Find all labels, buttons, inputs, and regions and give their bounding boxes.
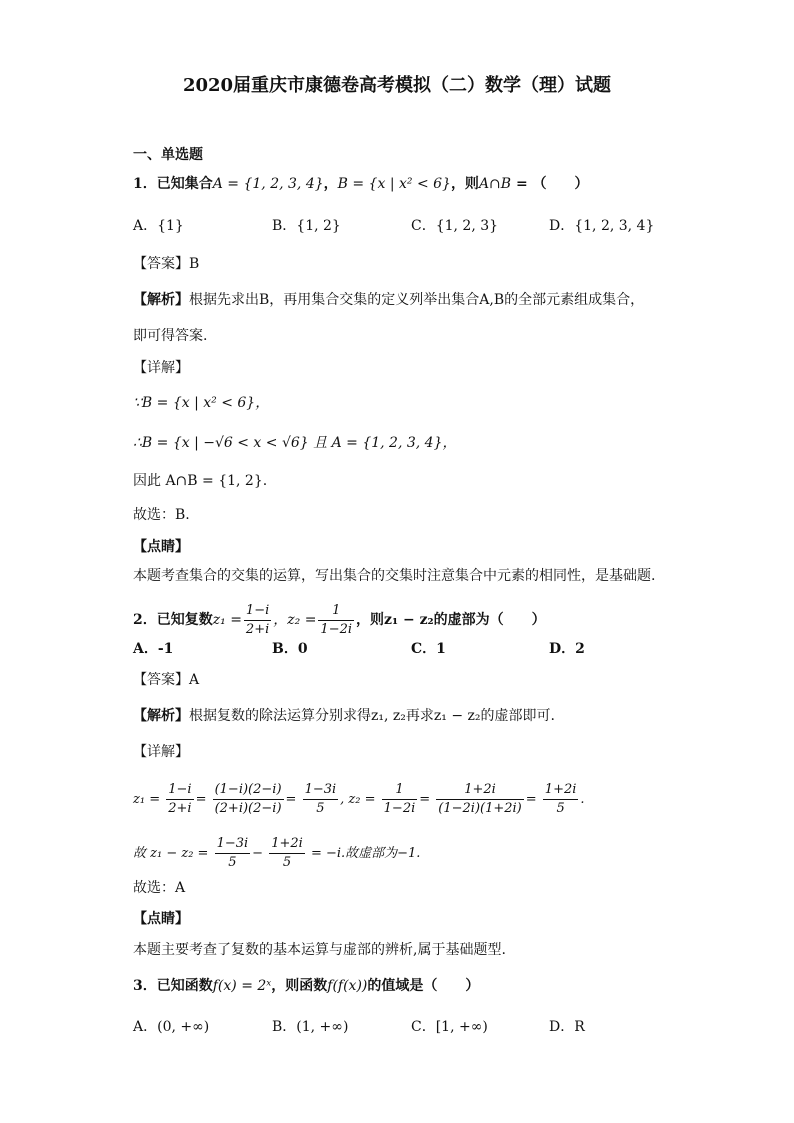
question-1-detail-line-2: ∴B = {x | −√6 < x < √6} 且 A = {1, 2, 3, 4}，: [133, 435, 457, 451]
question-1-detail-line-4: 故选：B.: [133, 507, 190, 523]
question-1-option-c: C．{1, 2, 3}: [411, 218, 499, 234]
question-2-option-d: D．2: [549, 641, 585, 657]
question-2-option-c: C．1: [411, 641, 446, 657]
question-2-comment-label: 【点睛】: [133, 911, 189, 927]
question-1-answer: 【答案】B: [133, 256, 200, 272]
question-1-detail-line-3: 因此 A∩B = {1, 2}.: [133, 473, 268, 489]
question-2-option-b: B．0: [272, 641, 308, 657]
z1-fraction: $\frac{1-i}{2+i}$: [245, 602, 270, 637]
z2-fraction: $\frac{1}{1-2i}$: [320, 602, 353, 637]
question-3-option-b: B．(1, +∞): [272, 1019, 349, 1035]
question-3-option-c: C．[1, +∞): [411, 1019, 488, 1035]
question-2-detail-label: 【详解】: [133, 744, 189, 760]
question-1-option-b: B．{1, 2}: [272, 218, 341, 234]
question-3-option-d: D．R: [549, 1019, 585, 1035]
question-2-detail-eq-1: z₁ = $\frac{1-i}{2+i}$ = $\frac{(1-i)(2-i)}{(2+i)(2-i)}$ = $\frac{1-3i}{5}$ , z₂ = $\frac{1}{1-2i}$ = $\frac{1+2i}{(1-2i)(1+2i)}$ = $\frac{1+2i}{5}$ .: [133, 782, 585, 816]
question-1-analysis-cont: 即可得答案.: [133, 328, 208, 344]
question-3-option-a: A．(0, +∞): [133, 1019, 210, 1035]
question-1-detail-label: 【详解】: [133, 360, 189, 376]
question-1-analysis: 【解析】根据先求出B，再用集合交集的定义列举出集合A,B的全部元素组成集合，: [133, 292, 645, 308]
question-2-analysis: 【解析】根据复数的除法运算分别求得z₁, z₂再求z₁ − z₂的虚部即可.: [133, 708, 555, 724]
question-2-detail-eq-2: 故 z₁ − z₂ = $\frac{1-3i}{5}$ − $\frac{1+2i}{5}$ = −i.故虚部为−1.: [133, 836, 421, 870]
question-2-stem: 2．已知复数z₁ = $\frac{1-i}{2+i}$ ，z₂ = $\frac{1}{1-2i}$ ，则z₁ − z₂的虚部为（ ）: [133, 602, 546, 637]
question-1-option-d: D．{1, 2, 3, 4}: [549, 218, 655, 234]
page-title: 2020届重庆市康德卷高考模拟（二）数学（理）试题: [182, 75, 612, 96]
question-1-stem: 1．已知集合A = {1, 2, 3, 4}，B = {x | x² < 6}，则A∩B = （ ）: [133, 176, 589, 192]
question-1-detail-line-1: ∵B = {x | x² < 6}，: [133, 395, 270, 411]
question-3-stem: 3．已知函数f(x) = 2ˣ，则函数f(f(x))的值域是（ ）: [133, 978, 480, 994]
question-2-option-a: A．-1: [133, 641, 174, 657]
question-1-option-a: A．{1}: [133, 218, 184, 234]
question-1-comment: 本题考查集合的交集的运算，写出集合的交集时注意集合中元素的相同性，是基础题.: [133, 568, 656, 584]
question-1-comment-label: 【点睛】: [133, 539, 189, 555]
question-2-pick: 故选：A: [133, 880, 186, 896]
question-2-comment: 本题主要考查了复数的基本运算与虚部的辨析,属于基础题型.: [133, 942, 506, 958]
question-2-answer: 【答案】A: [133, 672, 200, 688]
section-heading: 一、单选题: [133, 147, 203, 163]
